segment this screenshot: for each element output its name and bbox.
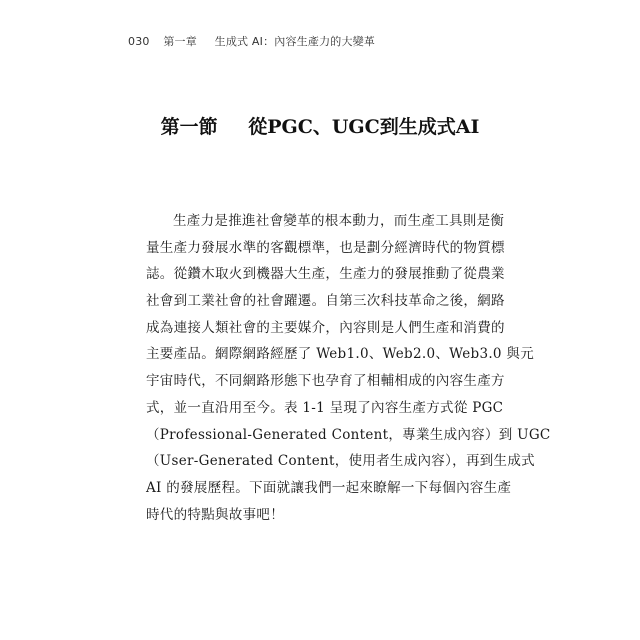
chapter-title: 生成式 AI：內容生產力的大變革 [214, 35, 376, 48]
paragraph-line: 量生產力發展水準的客觀標準，也是劃分經濟時代的物質標 [146, 239, 505, 256]
paragraph-line: （Professional-Generated Content，專業生成內容）到 UGC [146, 426, 551, 443]
paragraph-line: 宇宙時代，不同網路形態下也孕育了相輔相成的內容生產方 [146, 373, 505, 390]
paragraph-line: 誌。從鑽木取火到機器大生產，生產力的發展推動了從農業 [146, 266, 505, 283]
paragraph-line: 社會到工業社會的社會躍遷。自第三次科技革命之後，網路 [146, 293, 505, 310]
paragraph-line: 時代的特點與故事吧！ [146, 506, 284, 523]
page-number: 030 [128, 35, 150, 48]
paragraph-line: 成為連接人類社會的主要媒介，內容則是人們生產和消費的 [146, 319, 505, 336]
paragraph-line: （User-Generated Content，使用者生成內容），再到生成式 [146, 453, 535, 470]
section-title: 從PGC、UGC到生成式AI [248, 116, 480, 138]
paragraph-line: 主要產品。網際網路經歷了 Web1.0、Web2.0、Web3.0 與元 [146, 346, 535, 363]
chapter-label: 第一章 [163, 35, 197, 48]
body-paragraph [146, 208, 551, 528]
paragraph-line: 式，並一直沿用至今。表 1-1 呈現了內容生產方式從 PGC [146, 399, 504, 416]
paragraph-line: AI 的發展歷程。下面就讓我們一起來瞭解一下每個內容生產 [146, 479, 512, 496]
section-heading [0, 112, 640, 139]
paragraph-line: 生產力是推進社會變革的根本動力，而生產工具則是衡 [173, 213, 505, 229]
section-label: 第一節 [160, 116, 218, 138]
running-header [128, 33, 375, 49]
